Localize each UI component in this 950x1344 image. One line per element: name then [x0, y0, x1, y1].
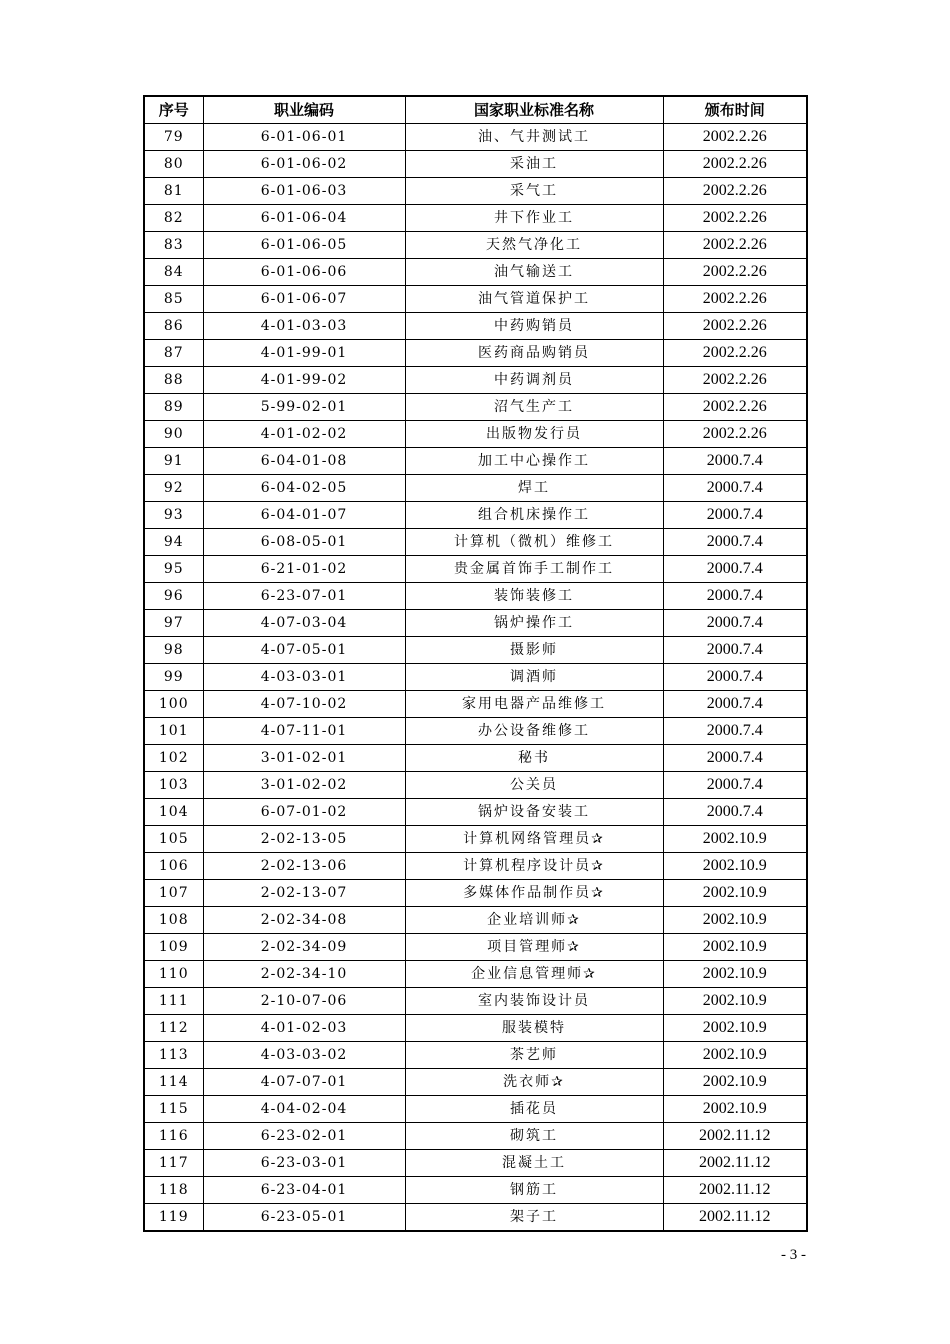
row-number: 87 [144, 340, 203, 367]
occupation-code: 4-01-02-03 [203, 1015, 405, 1042]
standard-name: 混凝土工 [405, 1150, 663, 1177]
publish-date: 2000.7.4 [663, 502, 807, 529]
standard-name: 企业信息管理师✰ [405, 961, 663, 988]
table-row [144, 718, 807, 745]
standard-name: 计算机网络管理员✰ [405, 826, 663, 853]
occupation-code: 4-03-03-02 [203, 1042, 405, 1069]
standard-name: 沼气生产工 [405, 394, 663, 421]
table-row [144, 421, 807, 448]
row-number: 85 [144, 286, 203, 313]
row-number: 105 [144, 826, 203, 853]
row-number: 97 [144, 610, 203, 637]
row-number: 110 [144, 961, 203, 988]
occupation-code: 6-01-06-04 [203, 205, 405, 232]
publish-date: 2002.2.26 [663, 340, 807, 367]
table-row [144, 1177, 807, 1204]
table-row [144, 340, 807, 367]
table-row [144, 232, 807, 259]
publish-date: 2000.7.4 [663, 718, 807, 745]
table-row [144, 799, 807, 826]
occupation-code: 6-07-01-02 [203, 799, 405, 826]
standard-name: 加工中心操作工 [405, 448, 663, 475]
occupation-code: 4-01-99-01 [203, 340, 405, 367]
standard-name: 办公设备维修工 [405, 718, 663, 745]
row-number: 108 [144, 907, 203, 934]
table-row [144, 556, 807, 583]
occupation-code: 6-01-06-05 [203, 232, 405, 259]
publish-date: 2002.10.9 [663, 907, 807, 934]
occupation-code: 4-01-03-03 [203, 313, 405, 340]
publish-date: 2000.7.4 [663, 799, 807, 826]
publish-date: 2000.7.4 [663, 475, 807, 502]
standard-name: 医药商品购销员 [405, 340, 663, 367]
publish-date: 2002.2.26 [663, 259, 807, 286]
publish-date: 2000.7.4 [663, 772, 807, 799]
table-row [144, 286, 807, 313]
table-row [144, 394, 807, 421]
occupation-code: 2-02-34-10 [203, 961, 405, 988]
publish-date: 2002.2.26 [663, 394, 807, 421]
row-number: 111 [144, 988, 203, 1015]
occupation-code: 6-04-02-05 [203, 475, 405, 502]
publish-date: 2002.10.9 [663, 934, 807, 961]
publish-date: 2000.7.4 [663, 637, 807, 664]
table-row [144, 448, 807, 475]
standard-name: 油、气井测试工 [405, 124, 663, 151]
standard-name: 井下作业工 [405, 205, 663, 232]
publish-date: 2002.2.26 [663, 232, 807, 259]
standard-name: 计算机程序设计员✰ [405, 853, 663, 880]
row-number: 94 [144, 529, 203, 556]
row-number: 119 [144, 1204, 203, 1232]
standard-name: 焊工 [405, 475, 663, 502]
table-row [144, 934, 807, 961]
row-number: 98 [144, 637, 203, 664]
occupation-code: 6-23-05-01 [203, 1204, 405, 1232]
publish-date: 2002.10.9 [663, 826, 807, 853]
occupation-code: 6-23-02-01 [203, 1123, 405, 1150]
standard-name: 插花员 [405, 1096, 663, 1123]
row-number: 88 [144, 367, 203, 394]
standard-name: 多媒体作品制作员✰ [405, 880, 663, 907]
occupation-code: 4-01-99-02 [203, 367, 405, 394]
table-row [144, 583, 807, 610]
standard-name: 锅炉设备安装工 [405, 799, 663, 826]
publish-date: 2002.10.9 [663, 1096, 807, 1123]
table-row [144, 151, 807, 178]
standard-name: 计算机（微机）维修工 [405, 529, 663, 556]
publish-date: 2000.7.4 [663, 583, 807, 610]
standard-name: 锅炉操作工 [405, 610, 663, 637]
row-number: 79 [144, 124, 203, 151]
row-number: 107 [144, 880, 203, 907]
occupation-code: 6-01-06-03 [203, 178, 405, 205]
row-number: 104 [144, 799, 203, 826]
row-number: 84 [144, 259, 203, 286]
row-number: 80 [144, 151, 203, 178]
row-number: 92 [144, 475, 203, 502]
table-row [144, 205, 807, 232]
table-body [144, 124, 807, 1232]
table-row [144, 637, 807, 664]
table-row [144, 745, 807, 772]
occupation-code: 6-08-05-01 [203, 529, 405, 556]
table-row [144, 988, 807, 1015]
occupation-code: 5-99-02-01 [203, 394, 405, 421]
row-number: 113 [144, 1042, 203, 1069]
standard-name: 天然气净化工 [405, 232, 663, 259]
table-row [144, 772, 807, 799]
row-number: 106 [144, 853, 203, 880]
occupation-code: 4-01-02-02 [203, 421, 405, 448]
standard-name: 油气管道保护工 [405, 286, 663, 313]
standard-name: 采气工 [405, 178, 663, 205]
header-date: 颁布时间 [663, 96, 807, 124]
standard-name: 架子工 [405, 1204, 663, 1232]
page-number: - 3 - [781, 1247, 806, 1263]
occupation-code: 6-01-06-01 [203, 124, 405, 151]
row-number: 99 [144, 664, 203, 691]
table-row [144, 853, 807, 880]
row-number: 102 [144, 745, 203, 772]
occupation-code: 3-01-02-01 [203, 745, 405, 772]
table-row [144, 1042, 807, 1069]
row-number: 100 [144, 691, 203, 718]
standard-name: 采油工 [405, 151, 663, 178]
row-number: 93 [144, 502, 203, 529]
row-number: 83 [144, 232, 203, 259]
occupation-code: 6-04-01-07 [203, 502, 405, 529]
table-row [144, 664, 807, 691]
row-number: 89 [144, 394, 203, 421]
publish-date: 2002.2.26 [663, 178, 807, 205]
occupation-code: 2-02-13-05 [203, 826, 405, 853]
publish-date: 2002.10.9 [663, 961, 807, 988]
table-row [144, 610, 807, 637]
header-row [144, 96, 807, 124]
table-row [144, 313, 807, 340]
publish-date: 2000.7.4 [663, 664, 807, 691]
table-row [144, 826, 807, 853]
table-row [144, 907, 807, 934]
publish-date: 2002.11.12 [663, 1204, 807, 1232]
occupation-code: 4-04-02-04 [203, 1096, 405, 1123]
standard-name: 茶艺师 [405, 1042, 663, 1069]
occupation-code: 6-23-03-01 [203, 1150, 405, 1177]
occupation-code: 6-01-06-07 [203, 286, 405, 313]
row-number: 95 [144, 556, 203, 583]
standard-name: 装饰装修工 [405, 583, 663, 610]
header-code: 职业编码 [203, 96, 405, 124]
standard-name: 摄影师 [405, 637, 663, 664]
occupation-code: 4-07-10-02 [203, 691, 405, 718]
header-name: 国家职业标准名称 [405, 96, 663, 124]
table-header [144, 96, 807, 124]
table-row [144, 1150, 807, 1177]
table-row [144, 1069, 807, 1096]
standard-name: 出版物发行员 [405, 421, 663, 448]
row-number: 116 [144, 1123, 203, 1150]
publish-date: 2002.11.12 [663, 1150, 807, 1177]
occupation-code: 2-10-07-06 [203, 988, 405, 1015]
standard-name: 中药调剂员 [405, 367, 663, 394]
publish-date: 2002.10.9 [663, 988, 807, 1015]
table-row [144, 475, 807, 502]
publish-date: 2002.2.26 [663, 286, 807, 313]
row-number: 118 [144, 1177, 203, 1204]
occupation-code: 2-02-13-07 [203, 880, 405, 907]
table-row [144, 1123, 807, 1150]
table-row [144, 178, 807, 205]
row-number: 114 [144, 1069, 203, 1096]
publish-date: 2000.7.4 [663, 691, 807, 718]
publish-date: 2002.2.26 [663, 124, 807, 151]
standard-name: 项目管理师✰ [405, 934, 663, 961]
publish-date: 2002.10.9 [663, 1015, 807, 1042]
standard-name: 家用电器产品维修工 [405, 691, 663, 718]
standard-name: 公关员 [405, 772, 663, 799]
occupation-code: 3-01-02-02 [203, 772, 405, 799]
table-row [144, 691, 807, 718]
occupation-code: 2-02-34-08 [203, 907, 405, 934]
occupation-code: 4-07-03-04 [203, 610, 405, 637]
occupational-standards-table [143, 95, 808, 1232]
row-number: 103 [144, 772, 203, 799]
row-number: 117 [144, 1150, 203, 1177]
occupation-code: 6-04-01-08 [203, 448, 405, 475]
row-number: 86 [144, 313, 203, 340]
table-row [144, 259, 807, 286]
table-row [144, 961, 807, 988]
publish-date: 2002.2.26 [663, 367, 807, 394]
occupation-code: 6-21-01-02 [203, 556, 405, 583]
row-number: 90 [144, 421, 203, 448]
row-number: 112 [144, 1015, 203, 1042]
publish-date: 2002.2.26 [663, 151, 807, 178]
table-row [144, 529, 807, 556]
publish-date: 2002.10.9 [663, 880, 807, 907]
publish-date: 2000.7.4 [663, 448, 807, 475]
publish-date: 2000.7.4 [663, 610, 807, 637]
publish-date: 2002.10.9 [663, 1069, 807, 1096]
standard-name: 秘书 [405, 745, 663, 772]
occupation-code: 6-01-06-02 [203, 151, 405, 178]
table-row [144, 124, 807, 151]
standard-name: 中药购销员 [405, 313, 663, 340]
table-row [144, 367, 807, 394]
row-number: 96 [144, 583, 203, 610]
standard-name: 组合机床操作工 [405, 502, 663, 529]
standard-name: 油气输送工 [405, 259, 663, 286]
table-row [144, 1096, 807, 1123]
header-no: 序号 [144, 96, 203, 124]
occupation-code: 4-03-03-01 [203, 664, 405, 691]
occupation-code: 6-01-06-06 [203, 259, 405, 286]
occupation-code: 4-07-05-01 [203, 637, 405, 664]
occupation-code: 2-02-13-06 [203, 853, 405, 880]
publish-date: 2002.10.9 [663, 853, 807, 880]
row-number: 91 [144, 448, 203, 475]
occupation-code: 4-07-11-01 [203, 718, 405, 745]
publish-date: 2002.2.26 [663, 313, 807, 340]
occupation-code: 4-07-07-01 [203, 1069, 405, 1096]
publish-date: 2002.11.12 [663, 1177, 807, 1204]
occupation-code: 6-23-07-01 [203, 583, 405, 610]
table-row [144, 1015, 807, 1042]
row-number: 81 [144, 178, 203, 205]
publish-date: 2002.2.26 [663, 205, 807, 232]
table-row [144, 1204, 807, 1232]
standard-name: 钢筋工 [405, 1177, 663, 1204]
row-number: 82 [144, 205, 203, 232]
publish-date: 2002.10.9 [663, 1042, 807, 1069]
publish-date: 2000.7.4 [663, 529, 807, 556]
occupation-code: 6-23-04-01 [203, 1177, 405, 1204]
publish-date: 2002.2.26 [663, 421, 807, 448]
standard-name: 贵金属首饰手工制作工 [405, 556, 663, 583]
standard-name: 调酒师 [405, 664, 663, 691]
publish-date: 2002.11.12 [663, 1123, 807, 1150]
table-row [144, 502, 807, 529]
publish-date: 2000.7.4 [663, 556, 807, 583]
table-row [144, 880, 807, 907]
row-number: 109 [144, 934, 203, 961]
standard-name: 洗衣师✰ [405, 1069, 663, 1096]
occupation-code: 2-02-34-09 [203, 934, 405, 961]
publish-date: 2000.7.4 [663, 745, 807, 772]
row-number: 101 [144, 718, 203, 745]
standard-name: 室内装饰设计员 [405, 988, 663, 1015]
standard-name: 企业培训师✰ [405, 907, 663, 934]
standard-name: 服装模特 [405, 1015, 663, 1042]
row-number: 115 [144, 1096, 203, 1123]
standard-name: 砌筑工 [405, 1123, 663, 1150]
standards-table-container [143, 95, 806, 1232]
